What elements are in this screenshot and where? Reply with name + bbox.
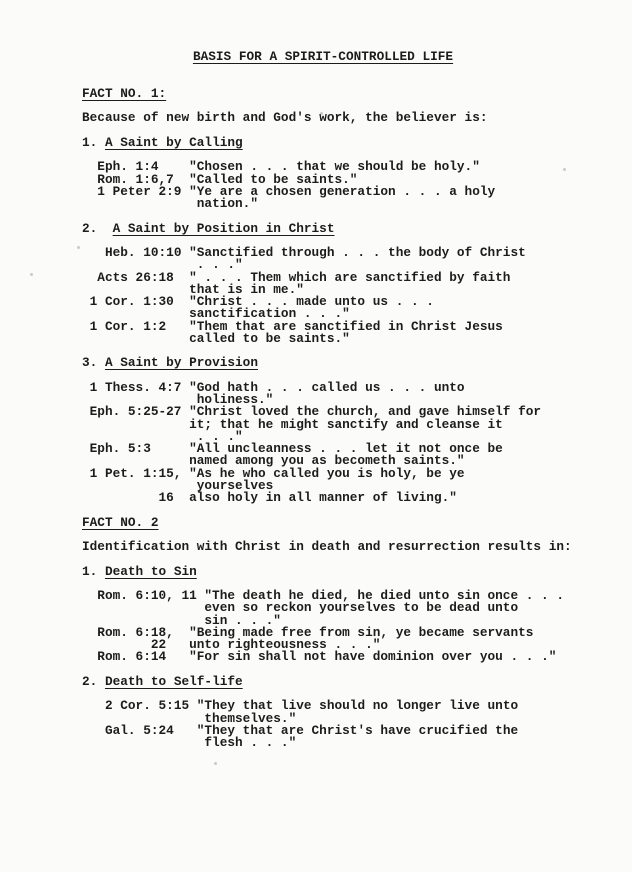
verse-quote: "Ye are a chosen generation . . . a holy xyxy=(189,183,496,199)
verse-quote: "As he who called you is holy, be ye xyxy=(189,465,465,481)
fact-heading-line xyxy=(82,514,632,530)
verse-ref: Rom. 6:18, xyxy=(97,624,174,640)
point-label: Death to Sin xyxy=(104,563,197,579)
verse-ref: 1 Cor. 1:30 xyxy=(89,294,174,309)
verse-quote: flesh . . ." xyxy=(204,735,297,750)
verse-quote: holiness." xyxy=(196,392,274,407)
scan-speck xyxy=(563,168,566,171)
verse-ref: 16 xyxy=(158,490,174,505)
verse-line xyxy=(82,722,632,738)
verse-quote: that is in me." xyxy=(189,281,304,297)
verse-quote: "Them that are sanctified in Christ Jesus xyxy=(189,318,503,334)
point-heading-line xyxy=(82,673,632,689)
fact-intro: Because of new birth and God's work, the believer is: xyxy=(82,110,488,126)
verse-line xyxy=(82,700,632,712)
verse-quote: themselves." xyxy=(204,710,297,726)
point-number: 2. xyxy=(82,673,98,689)
verse-ref: 22 xyxy=(150,637,167,652)
verse-quote: "All uncleanness . . . let it not once be xyxy=(189,441,503,456)
point-heading-line xyxy=(82,357,632,369)
fact-intro: Identification with Christ in death and resurrection results in: xyxy=(82,539,572,554)
point-heading-line xyxy=(82,563,632,579)
verse-quote: also holy in all manner of living." xyxy=(189,490,457,505)
verse-quote: even so reckon yourselves to be dead unto xyxy=(204,600,519,616)
verse-line xyxy=(82,416,632,432)
verse-quote: "God hath . . . called us . . . unto xyxy=(189,379,465,395)
fact-intro-line xyxy=(82,112,632,124)
verse-quote: "Being made free from sin, ye became servants xyxy=(189,624,534,640)
point-number: 1. xyxy=(82,563,98,579)
verse-quote: "They that are Christ's have crucified the xyxy=(196,722,519,738)
blank-line xyxy=(82,63,632,75)
scan-speck xyxy=(77,246,80,249)
verse-quote: nation." xyxy=(196,196,258,211)
document-title: BASIS FOR A SPIRIT-CONTROLLED LIFE xyxy=(192,49,454,64)
point-label: Death to Self-life xyxy=(104,673,243,689)
verse-ref: Gal. 5:24 xyxy=(104,722,174,738)
verse-quote: "Sanctified through . . . the body of Christ xyxy=(189,245,526,260)
verse-line xyxy=(82,465,632,481)
verse-ref: 1 Cor. 1:2 xyxy=(89,318,167,334)
verse-ref: 1 Peter 2:9 xyxy=(97,183,182,199)
fact-heading: FACT NO. 2 xyxy=(82,514,159,530)
verse-ref: Heb. 10:10 xyxy=(104,245,182,260)
verse-line xyxy=(82,198,632,210)
verse-quote: "They that live should no longer live unto xyxy=(196,698,519,714)
verse-ref: 1 Pet. 1:15, xyxy=(89,465,182,481)
verse-quote: yourselves xyxy=(196,477,274,493)
verse-line xyxy=(82,269,632,285)
verse-ref: 2 Cor. 5:15 xyxy=(104,698,190,714)
fact-intro-line xyxy=(82,541,632,553)
scan-speck xyxy=(30,273,33,276)
verse-line xyxy=(82,602,632,614)
verse-ref: Rom. 1:6,7 xyxy=(97,171,174,187)
verse-line xyxy=(82,318,632,334)
document-title-line xyxy=(82,51,632,63)
verse-ref: Eph. 1:4 xyxy=(97,159,159,175)
point-heading-line xyxy=(82,220,632,236)
verse-line xyxy=(82,247,632,259)
verse-line xyxy=(82,330,632,346)
verse-quote: "Called to be saints." xyxy=(189,171,358,187)
scan-speck xyxy=(320,112,323,115)
verse-quote: unto righteousness . . ." xyxy=(189,637,381,652)
verse-quote: sin . . ." xyxy=(204,612,281,628)
point-number: 2. xyxy=(82,220,98,236)
point-label: A Saint by Calling xyxy=(104,134,243,150)
point-number: 3. xyxy=(82,355,98,371)
verse-quote: "Christ . . . made unto us . . . xyxy=(189,294,434,309)
verse-line xyxy=(82,737,632,749)
verse-ref: Eph. 5:25-27 xyxy=(89,404,182,420)
verse-quote: "The death he died, he died unto sin once . . . xyxy=(204,588,565,603)
document-content xyxy=(82,51,632,762)
verse-quote: "Christ loved the church, and gave himself for xyxy=(189,404,542,420)
verse-line xyxy=(82,296,632,308)
verse-quote: it; that he might sanctify and cleanse it xyxy=(189,416,503,432)
verse-ref: Rom. 6:10, 11 xyxy=(97,588,197,603)
verse-quote: sanctification . . ." xyxy=(189,306,350,322)
point-label: A Saint by Position in Christ xyxy=(112,220,335,236)
fact-heading: FACT NO. 1: xyxy=(82,85,167,101)
verse-quote: named among you as becometh saints." xyxy=(189,453,465,469)
point-heading-line xyxy=(82,134,632,150)
verse-ref: Acts 26:18 xyxy=(97,269,174,285)
verse-quote: "For sin shall not have dominion over you . . ." xyxy=(189,649,557,665)
verse-line xyxy=(82,651,632,663)
verse-quote: . . ." xyxy=(196,428,243,444)
scan-speck xyxy=(214,762,217,765)
fact-heading-line xyxy=(82,85,632,101)
verse-line xyxy=(82,492,632,504)
blank-line xyxy=(82,504,632,516)
point-label: A Saint by Provision xyxy=(104,355,258,371)
verse-quote: called to be saints." xyxy=(189,330,350,346)
verse-line xyxy=(82,183,632,199)
verse-quote: . . ." xyxy=(196,257,243,273)
verse-ref: 1 Thess. 4:7 xyxy=(89,379,182,395)
verse-ref: Eph. 5:3 xyxy=(89,441,151,456)
verse-line xyxy=(82,379,632,395)
point-number: 1. xyxy=(82,134,98,150)
verse-quote: " . . . Them which are sanctified by faith xyxy=(189,269,511,285)
verse-ref: Rom. 6:14 xyxy=(97,649,167,665)
blank-line xyxy=(82,749,632,761)
verse-quote: "Chosen . . . that we should be holy." xyxy=(189,159,480,175)
